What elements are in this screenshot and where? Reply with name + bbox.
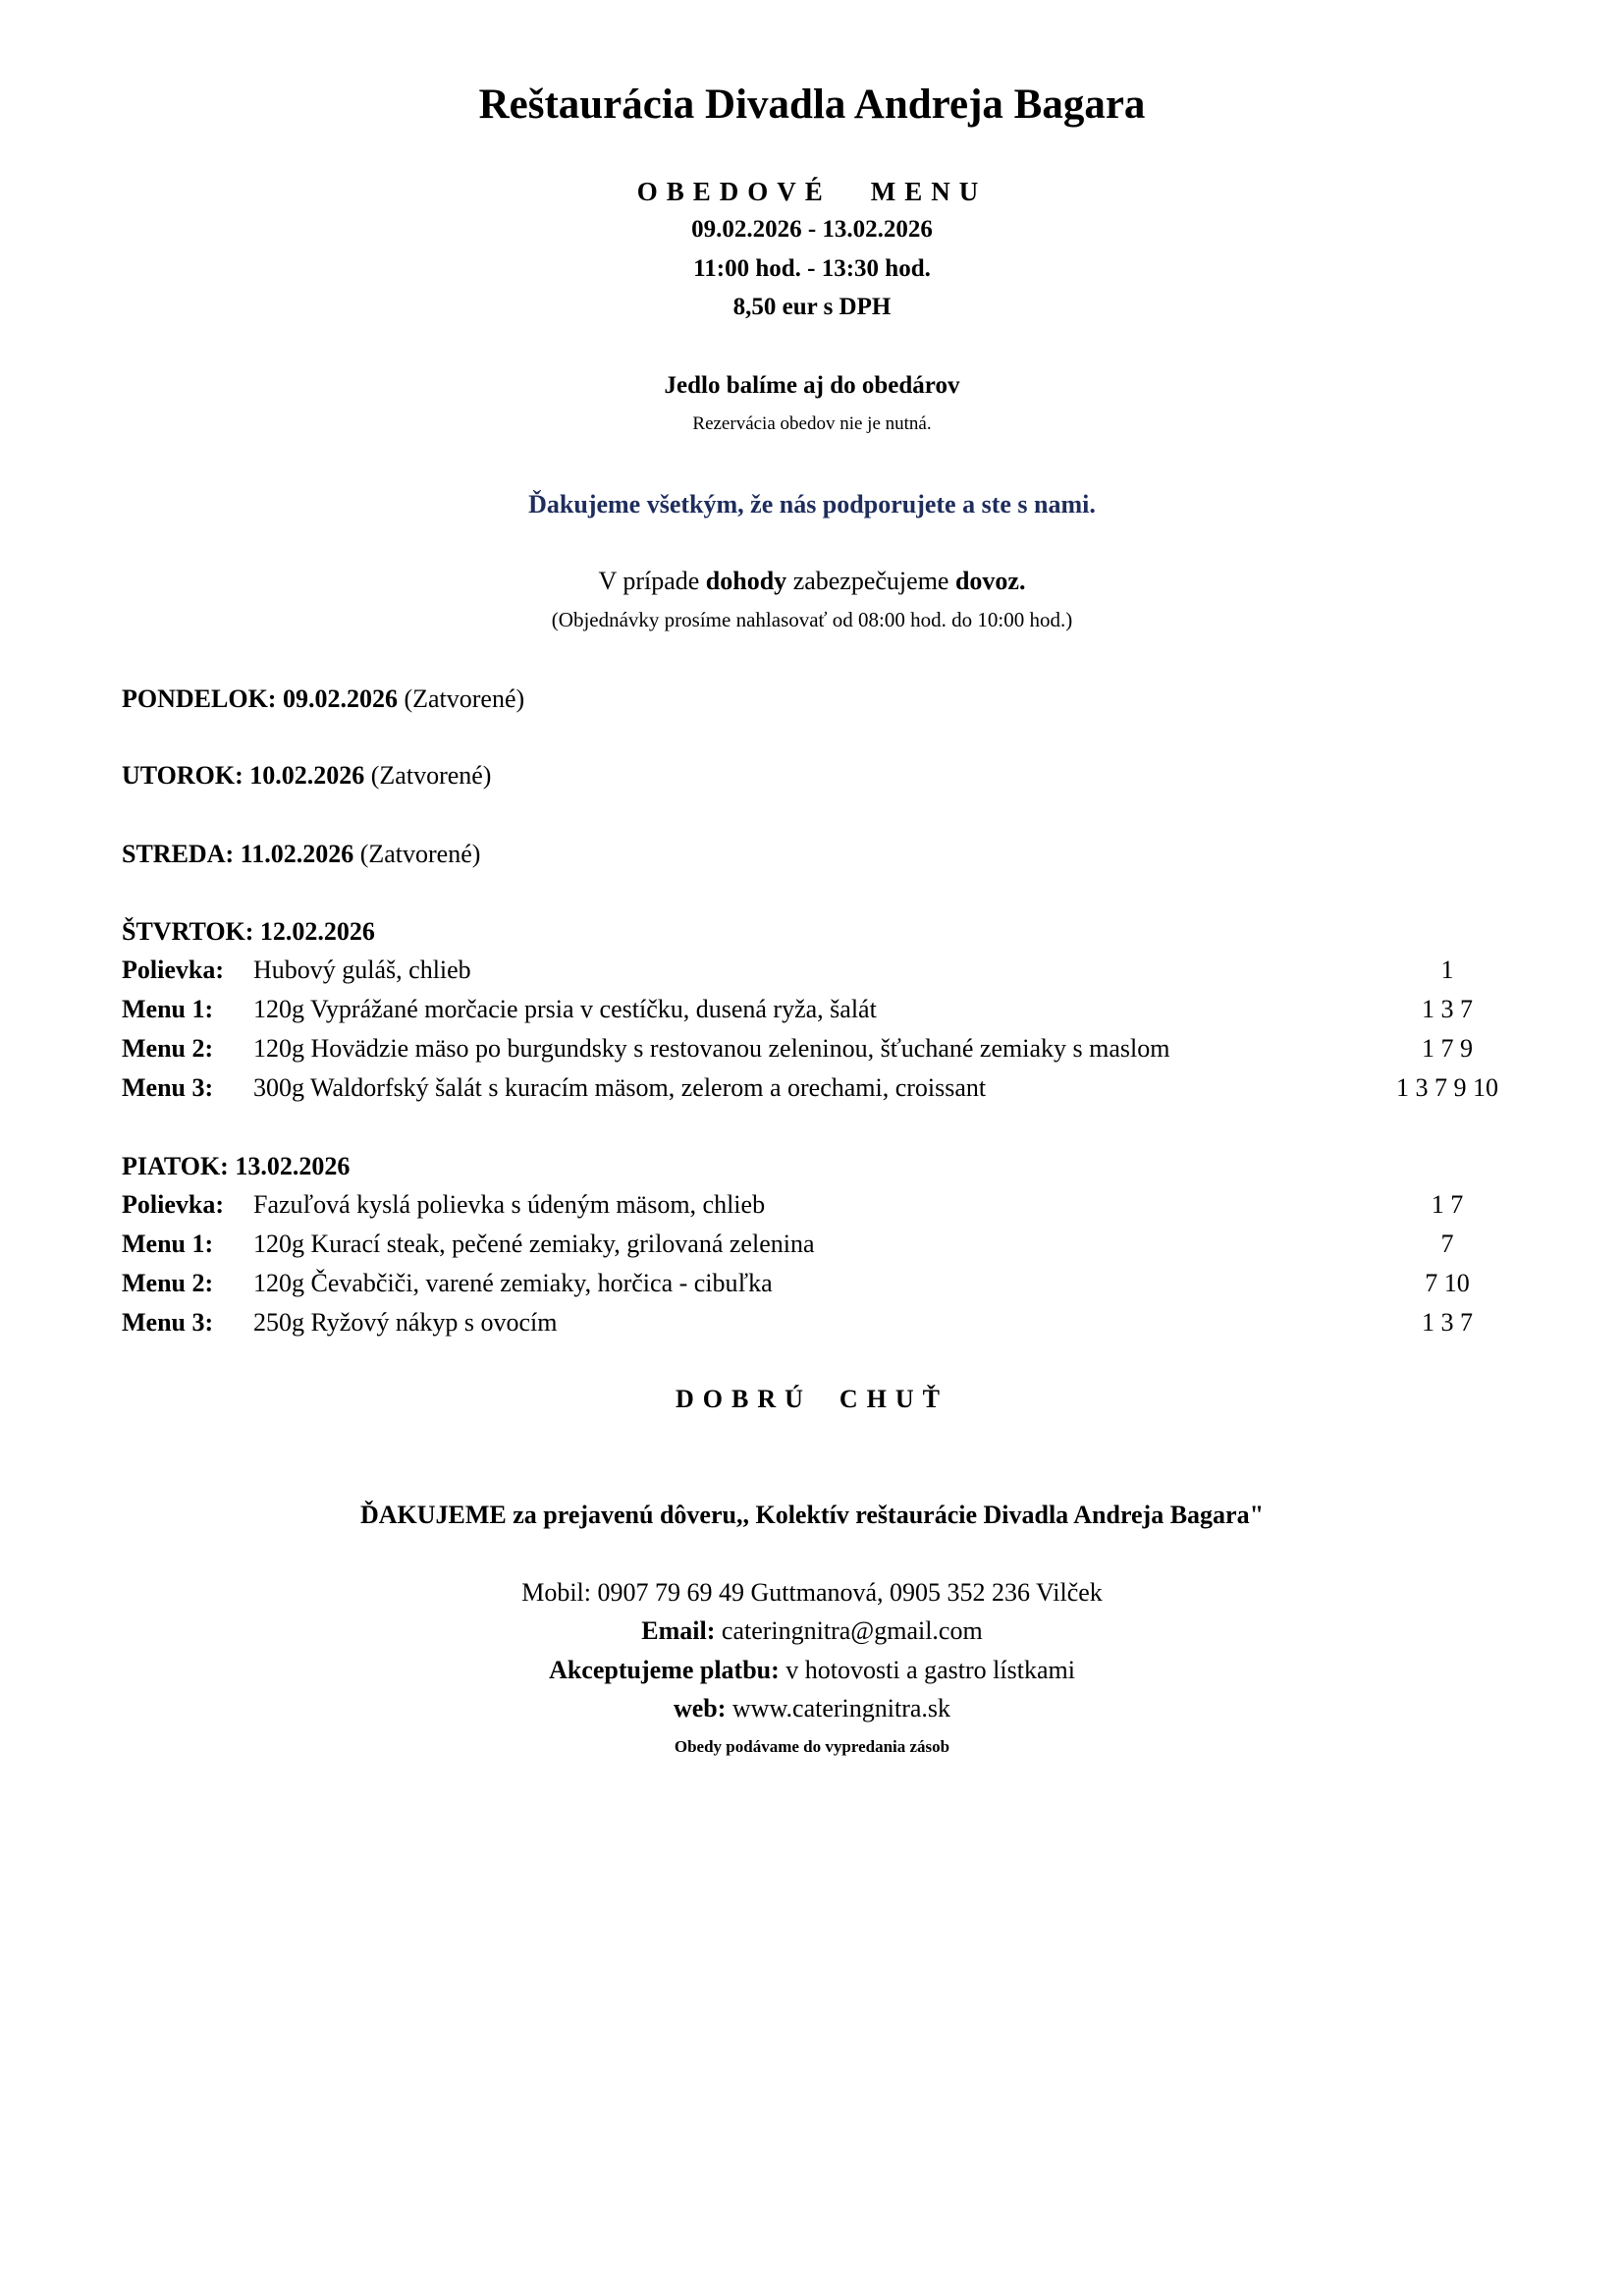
menu-row-allergens: 1 7 9 — [1422, 1034, 1473, 1063]
menu-row-label: Menu 2: — [122, 1034, 214, 1063]
delivery-note — [0, 567, 1624, 596]
menu-row-allergens: 1 3 7 — [1422, 995, 1473, 1023]
day-heading: PONDELOK: 09.02.2026 — [122, 684, 398, 713]
menu-row-allergens: 1 3 7 — [1422, 1308, 1473, 1337]
menu-row-allergens: 1 — [1440, 956, 1454, 984]
day-status: (Zatvorené) — [359, 840, 481, 868]
menu-row-label: Menu 1: — [122, 1230, 214, 1258]
menu-row-friday-menu1 — [122, 1230, 1536, 1267]
menu-row-thursday-menu3 — [122, 1073, 1536, 1111]
web-label: web: — [673, 1694, 727, 1722]
day-status: (Zatvorené) — [404, 684, 525, 713]
payment-label: Akceptujeme platbu: — [549, 1656, 780, 1684]
day-monday — [122, 684, 524, 714]
delivery-text-1: V prípade — [598, 567, 700, 595]
contact-mobile: Mobil: 0907 79 69 49 Guttmanová, 0905 352 236 Vilček — [521, 1578, 1103, 1607]
reservation-note: Rezervácia obedov nie je nutná. — [692, 413, 932, 434]
packing-note: Jedlo balíme aj do obedárov — [664, 372, 960, 399]
orders-note: (Objednávky prosíme nahlasovať od 08:00 hod. do 10:00 hod.) — [551, 608, 1073, 631]
good-appetite-heading — [0, 1385, 1624, 1414]
menu-row-thursday-soup — [122, 956, 1536, 993]
menu-row-dish: 120g Čevabčiči, varené zemiaky, horčica - cibuľka — [253, 1269, 773, 1297]
day-heading: PIATOK: 13.02.2026 — [122, 1152, 351, 1180]
thanks-trust-note: ĎAKUJEME za prejavenú dôveru,, Kolektív reštaurácie Divadla Andreja Bagara" — [359, 1501, 1265, 1529]
web-link[interactable]: www.cateringnitra.sk — [731, 1694, 951, 1722]
delivery-bold-1: dohody — [705, 567, 787, 595]
menu-row-friday-menu2 — [122, 1269, 1536, 1306]
contact-payment — [0, 1656, 1624, 1685]
menu-row-dish: 250g Ryžový nákyp s ovocím — [253, 1308, 558, 1337]
delivery-bold-2: dovoz. — [954, 567, 1026, 595]
menu-row-label: Menu 3: — [122, 1308, 214, 1337]
page-title: Reštaurácia Divadla Andreja Bagara — [478, 82, 1146, 128]
day-friday — [122, 1152, 350, 1181]
menu-row-dish: 120g Hovädzie mäso po burgundsky s restovanou zeleninou, šťuchané zemiaky s maslom — [253, 1034, 1170, 1063]
payment-value: v hotovosti a gastro lístkami — [785, 1656, 1075, 1684]
email-value[interactable]: cateringnitra@gmail.com — [721, 1616, 983, 1645]
day-heading: UTOROK: 10.02.2026 — [122, 761, 365, 790]
menu-heading-word1: OBEDOVÉ — [636, 177, 832, 206]
menu-row-label: Menu 1: — [122, 995, 214, 1023]
date-range: 09.02.2026 - 13.02.2026 — [691, 216, 933, 243]
menu-row-friday-menu3 — [122, 1308, 1536, 1345]
menu-row-thursday-menu1 — [122, 995, 1536, 1032]
menu-row-dish: 120g Kurací steak, pečené zemiaky, grilovaná zelenina — [253, 1230, 815, 1258]
menu-price: 8,50 eur s DPH — [732, 294, 892, 320]
contact-web — [0, 1694, 1624, 1723]
menu-row-dish: Hubový guláš, chlieb — [253, 956, 471, 984]
day-thursday — [122, 917, 375, 947]
menu-row-dish: Fazuľová kyslá polievka s údeným mäsom, chlieb — [253, 1190, 766, 1219]
good-appetite-word1: DOBRÚ — [675, 1385, 812, 1413]
good-appetite-word2: CHUŤ — [839, 1385, 949, 1413]
day-status: (Zatvorené) — [370, 761, 492, 790]
menu-row-label: Polievka: — [122, 1190, 224, 1219]
menu-row-allergens: 7 10 — [1425, 1269, 1470, 1297]
day-tuesday — [122, 761, 491, 791]
menu-row-dish: 300g Waldorfský šalát s kuracím mäsom, zelerom a orechami, croissant — [253, 1073, 987, 1102]
contact-email — [0, 1616, 1624, 1646]
menu-row-friday-soup — [122, 1190, 1536, 1228]
menu-row-allergens: 7 — [1440, 1230, 1454, 1258]
menu-row-allergens: 1 3 7 9 10 — [1396, 1073, 1498, 1102]
menu-row-allergens: 1 7 — [1431, 1190, 1464, 1219]
menu-row-thursday-menu2 — [122, 1034, 1536, 1071]
menu-row-label: Menu 3: — [122, 1073, 214, 1102]
menu-row-dish: 120g Vyprážané morčacie prsia v cestíčku, dusená ryža, šalát — [253, 995, 877, 1023]
day-wednesday — [122, 840, 480, 869]
email-label: Email: — [641, 1616, 716, 1645]
served-note: Obedy podávame do vypredania zásob — [674, 1737, 950, 1756]
menu-row-label: Polievka: — [122, 956, 224, 984]
delivery-text-2: zabezpečujeme — [792, 567, 949, 595]
thanks-support-note: Ďakujeme všetkým, že nás podporujete a ste s nami. — [528, 490, 1096, 519]
day-heading: STREDA: 11.02.2026 — [122, 840, 354, 868]
day-heading: ŠTVRTOK: 12.02.2026 — [122, 917, 375, 946]
opening-hours: 11:00 hod. - 13:30 hod. — [693, 255, 931, 282]
menu-heading — [0, 177, 1624, 207]
menu-heading-word2: MENU — [870, 177, 988, 206]
menu-row-label: Menu 2: — [122, 1269, 214, 1297]
